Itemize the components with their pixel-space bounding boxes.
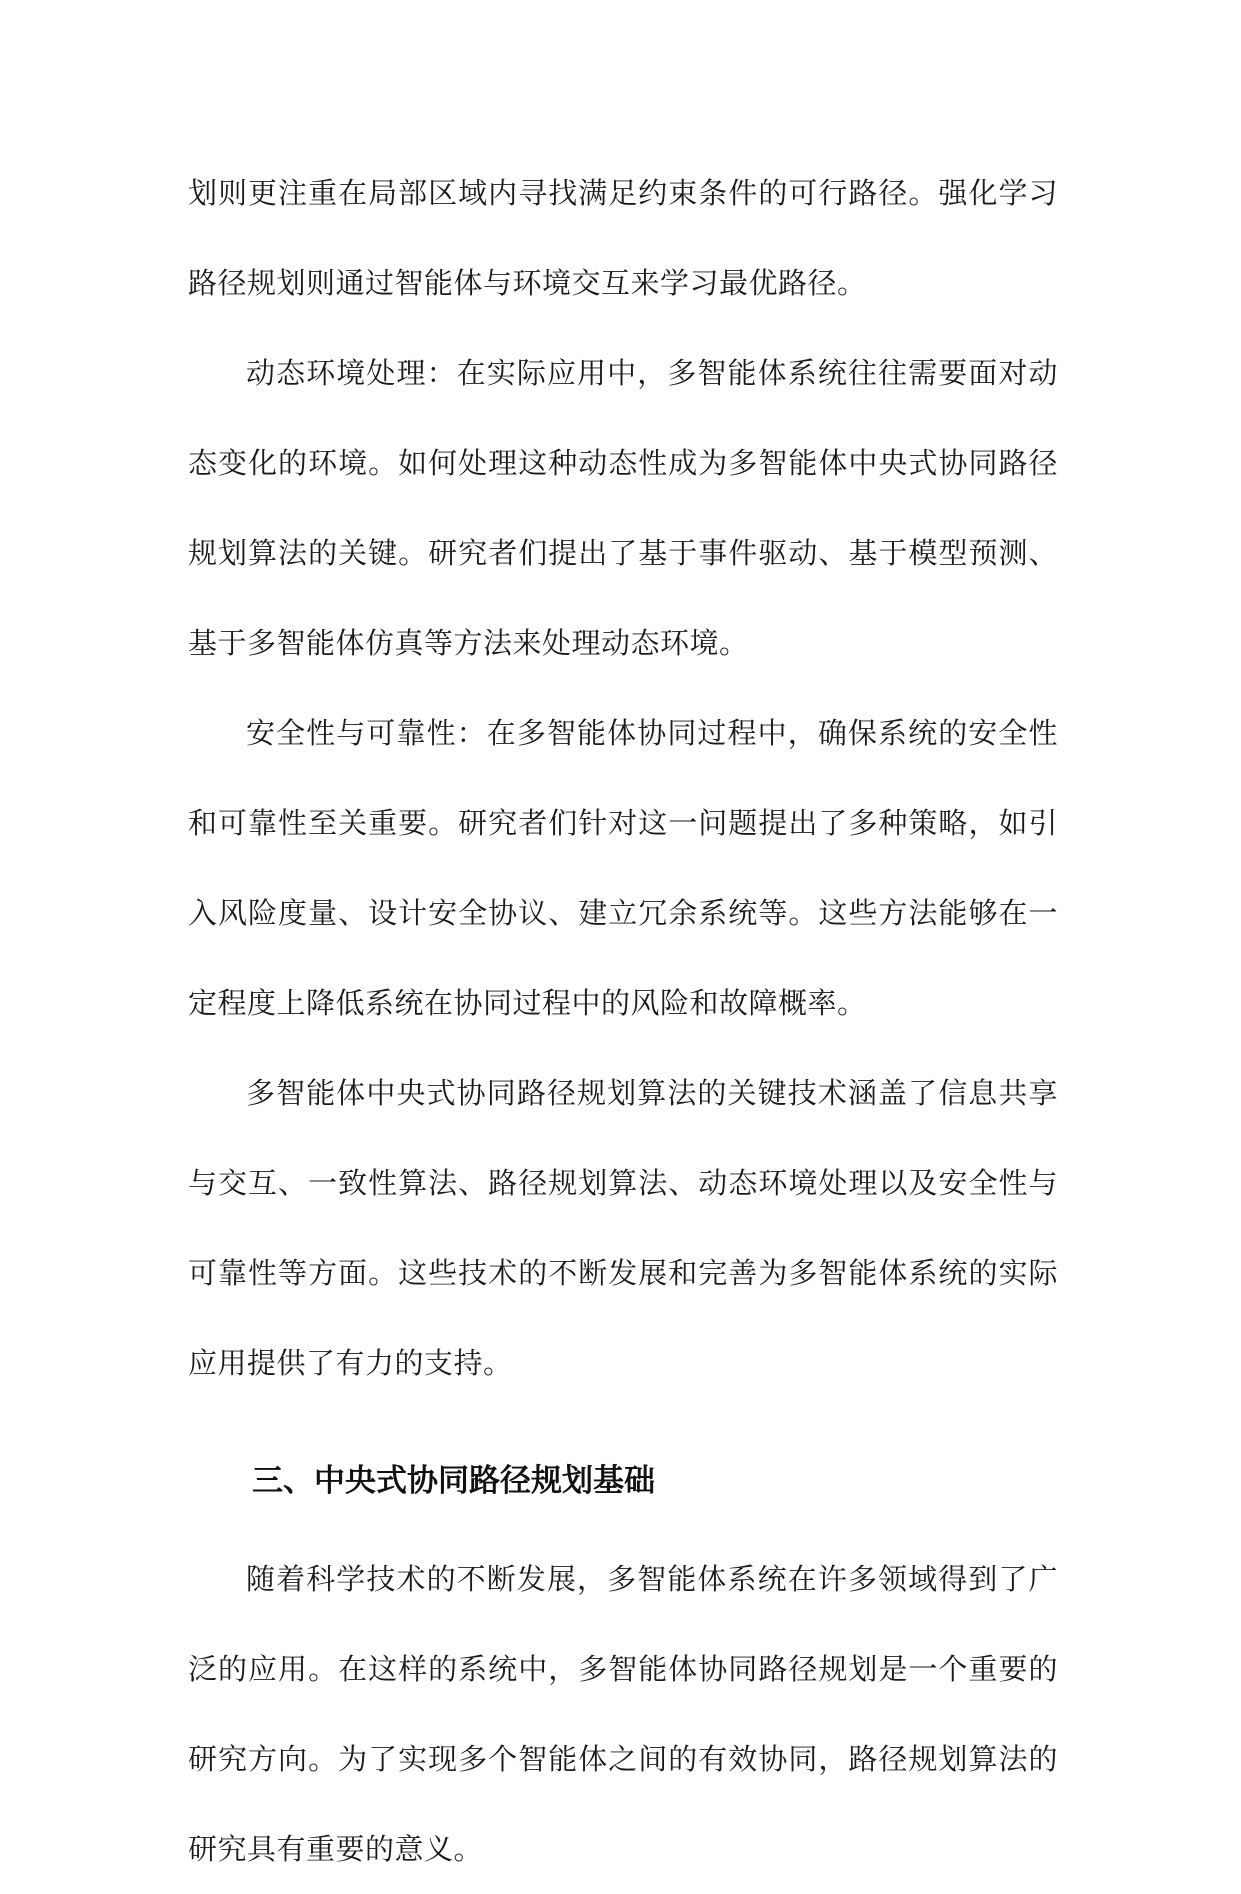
paragraph-dynamic-environment: 动态环境处理：在实际应用中，多智能体系统往往需要面对动态变化的环境。如何处理这种动态性成为多智能体中央式协同路径规划算法的关键。研究者们提出了基于事件驱动、基于模型预测、基于多智能体仿真等方法来处理动态环境。 (188, 356, 1058, 660)
paragraph-path-planning-continuation: 划则更注重在局部区域内寻找满足约束条件的可行路径。强化学习路径规划则通过智能体与环境交互来学习最优路径。 (188, 176, 1058, 300)
section-heading: 三、中央式协同路径规划基础 (252, 1463, 655, 1499)
document-body (188, 148, 1058, 1894)
paragraph-section-intro: 随着科学技术的不断发展，多智能体系统在许多领域得到了广泛的应用。在这样的系统中，多智能体协同路径规划是一个重要的研究方向。为了实现多个智能体之间的有效协同，路径规划算法的研究具有重要的意义。 (188, 1562, 1058, 1866)
paragraph-safety-reliability: 安全性与可靠性：在多智能体协同过程中，确保系统的安全性和可靠性至关重要。研究者们针对这一问题提出了多种策略，如引入风险度量、设计安全协议、建立冗余系统等。这些方法能够在一定程度上降低系统在协同过程中的风险和故障概率。 (188, 716, 1058, 1020)
paragraph-key-technologies-summary: 多智能体中央式协同路径规划算法的关键技术涵盖了信息共享与交互、一致性算法、路径规划算法、动态环境处理以及安全性与可靠性等方面。这些技术的不断发展和完善为多智能体系统的实际应用提供了有力的支持。 (188, 1076, 1058, 1380)
